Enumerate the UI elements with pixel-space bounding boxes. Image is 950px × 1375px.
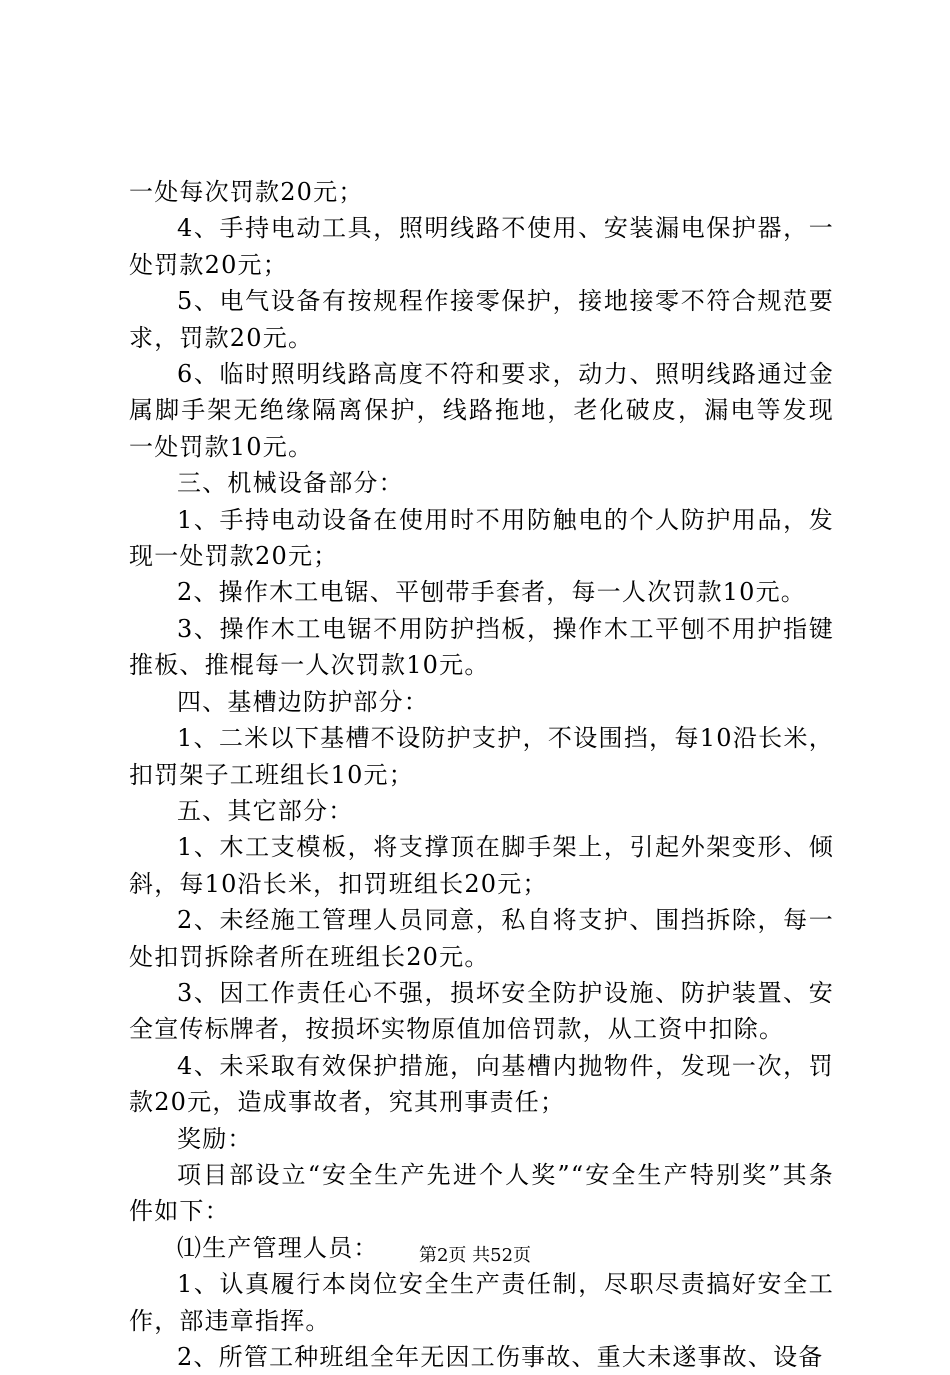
page-footer [0,1244,950,1268]
body-paragraph: 4、未采取有效保护措施，向基槽内抛物件，发现一次，罚款20元，造成事故者，究其刑事责任； [129,1051,834,1117]
body-paragraph: 奖励： [177,1124,253,1153]
body-paragraph: 5、电气设备有按规程作接零保护，接地接零不符合规范要求，罚款20元。 [129,287,834,352]
body-paragraph: 三、机械设备部分： [177,469,404,498]
body-paragraph: 2、未经施工管理人员同意，私自将支护、围挡拆除，每一处扣罚拆除者所在班组长20元。 [129,906,834,971]
body-paragraph: ⑴生产管理人员： [177,1233,379,1262]
body-paragraph: 2、所管工种班组全年无因工伤事故、重大未遂事故、设备 [177,1343,824,1371]
body-paragraph: 1、木工支模板，将支撑顶在脚手架上，引起外架变形、倾斜，每10沿长米，扣罚班组长20元； [129,833,834,898]
body-paragraph: 2、操作木工电锯、平刨带手套者，每一人次罚款10元。 [177,578,807,607]
body-paragraph: 3、因工作责任心不强，损坏安全防护设施、防护装置、安全宣传标牌者，按损坏实物原值加倍罚款，从工资中扣除。 [129,978,834,1044]
body-paragraph: 1、二米以下基槽不设防护支护，不设围挡，每10沿长米，扣罚架子工班组长10元； [129,724,834,789]
page-number-label: 第2页 共52页 [418,1245,532,1266]
body-paragraph: 1、认真履行本岗位安全生产责任制，尽职尽责搞好安全工作，部违章指挥。 [129,1270,834,1335]
body-paragraph: 6、临时照明线路高度不符和要求，动力、照明线路通过金属脚手架无绝缘隔离保护，线路拖地，老化破皮，漏电等发现一处罚款10元。 [129,360,834,461]
body-paragraph: 项目部设立“安全生产先进个人奖”“安全生产特别奖”其条件如下： [129,1160,834,1226]
body-paragraph: 一处每次罚款20元； [129,178,364,206]
body-paragraph: 四、基槽边防护部分： [177,687,429,716]
body-paragraph: 4、手持电动工具，照明线路不使用、安装漏电保护器，一处罚款20元； [129,214,834,279]
body-paragraph: 1、手持电动设备在使用时不用防触电的个人防护用品，发现一处罚款20元； [129,505,834,571]
body-paragraph: 3、操作木工电锯不用防护挡板，操作木工平刨不用护指键推板、推棍每一人次罚款10元。 [129,614,834,680]
body-paragraph: 五、其它部分： [177,796,354,825]
document-body [129,174,834,1375]
